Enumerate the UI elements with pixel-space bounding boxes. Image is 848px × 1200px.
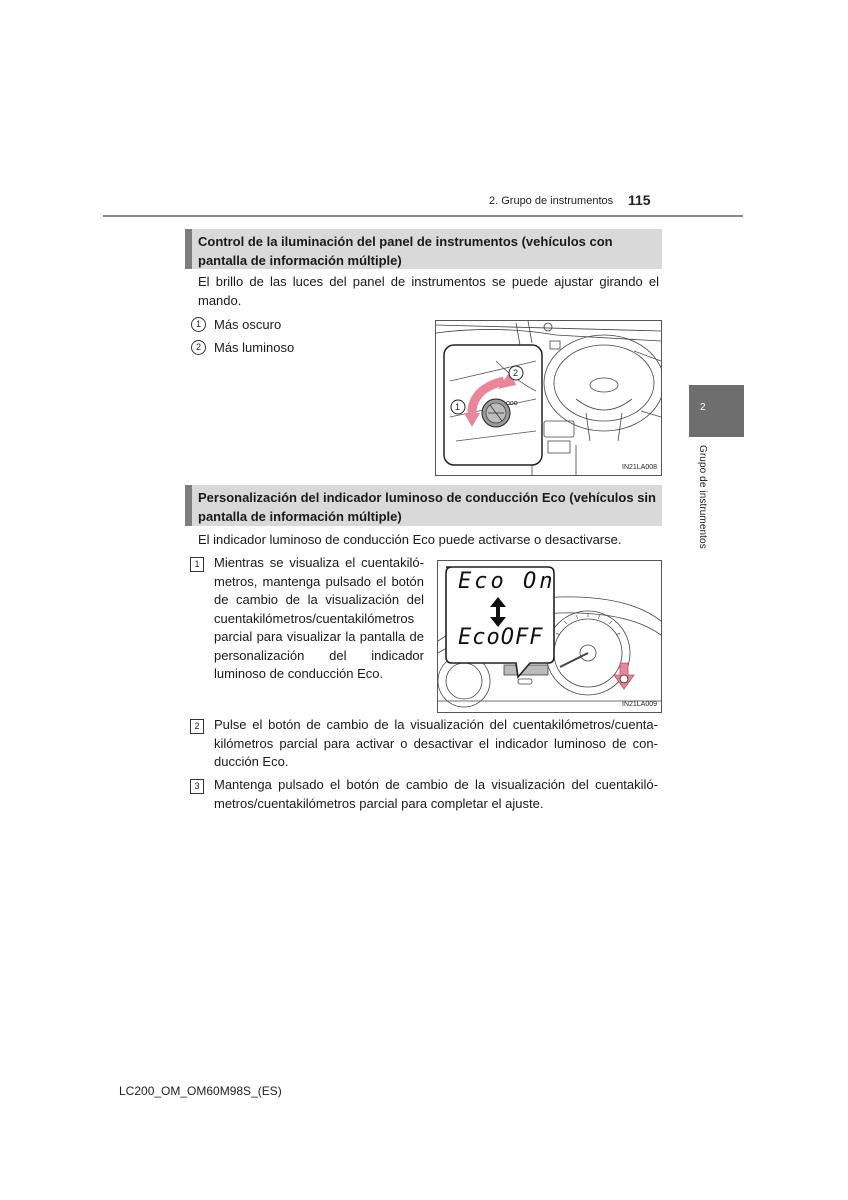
header-rule bbox=[103, 215, 743, 217]
step-marker-3: 3 bbox=[190, 779, 204, 794]
dashboard-illustration bbox=[436, 321, 661, 475]
svg-text:1: 1 bbox=[455, 402, 461, 412]
chapter-tab-number: 2 bbox=[700, 402, 706, 413]
item-marker-1: 1 bbox=[191, 317, 206, 332]
item-label-darker: Más oscuro bbox=[214, 317, 282, 332]
document-footer-code: LC200_OM_OM60M98S_(ES) bbox=[119, 1084, 282, 1098]
figure-code: IN21LA008 bbox=[622, 464, 658, 471]
illumination-body: El brillo de las luces del panel de instrumentos se puede ajustar girando el mando. bbox=[198, 274, 659, 308]
step-marker-2: 2 bbox=[190, 719, 204, 734]
section-heading-illumination: Control de la iluminación del panel de instrumentos (vehículos con pantalla de información múltiple) bbox=[185, 229, 662, 269]
figure-code: IN21LA009 bbox=[622, 701, 658, 708]
eco-off-display: EcoOFF bbox=[458, 625, 544, 650]
svg-text:ooo: ooo bbox=[506, 400, 518, 407]
step-text-3: Mantenga pulsado el botón de cambio de la visualización del cuentakilómetros/cuentakilómetros parcial para completar el ajuste. bbox=[214, 777, 658, 811]
eco-display-figure bbox=[437, 560, 662, 713]
page-number: 115 bbox=[628, 192, 651, 208]
item-label-brighter: Más luminoso bbox=[214, 340, 295, 355]
step-marker-1: 1 bbox=[190, 557, 204, 572]
illumination-dial-figure bbox=[435, 320, 662, 476]
eco-body: El indicador luminoso de conducción Eco puede activarse o desactivarse. bbox=[198, 532, 622, 547]
section-heading-eco-indicator: Personalización del indicador luminoso de conducción Eco (vehículos sin pantalla de información múltiple) bbox=[185, 485, 662, 526]
running-header-section: 2. Grupo de instrumentos bbox=[489, 195, 614, 207]
item-marker-2: 2 bbox=[191, 340, 206, 355]
chapter-tab-label: Grupo de instrumentos bbox=[697, 445, 708, 549]
eco-on-display: Eco On bbox=[458, 569, 556, 594]
chapter-tab bbox=[689, 385, 744, 437]
step-text-1: Mientras se visualiza el cuentakilómetros, mantenga pulsado el botón de cambio de la visualización del cuentakilómetros/cuentakilómetros parcial para visualizar la pantalla de personalización del indicador luminoso de conducción Eco. bbox=[214, 555, 424, 681]
step-text-2: Pulse el botón de cambio de la visualización del cuentakilómetros/cuentakilómetros parcial para activar o desactivar el indicador luminoso de conducción Eco. bbox=[214, 717, 658, 769]
svg-text:2: 2 bbox=[513, 368, 519, 378]
